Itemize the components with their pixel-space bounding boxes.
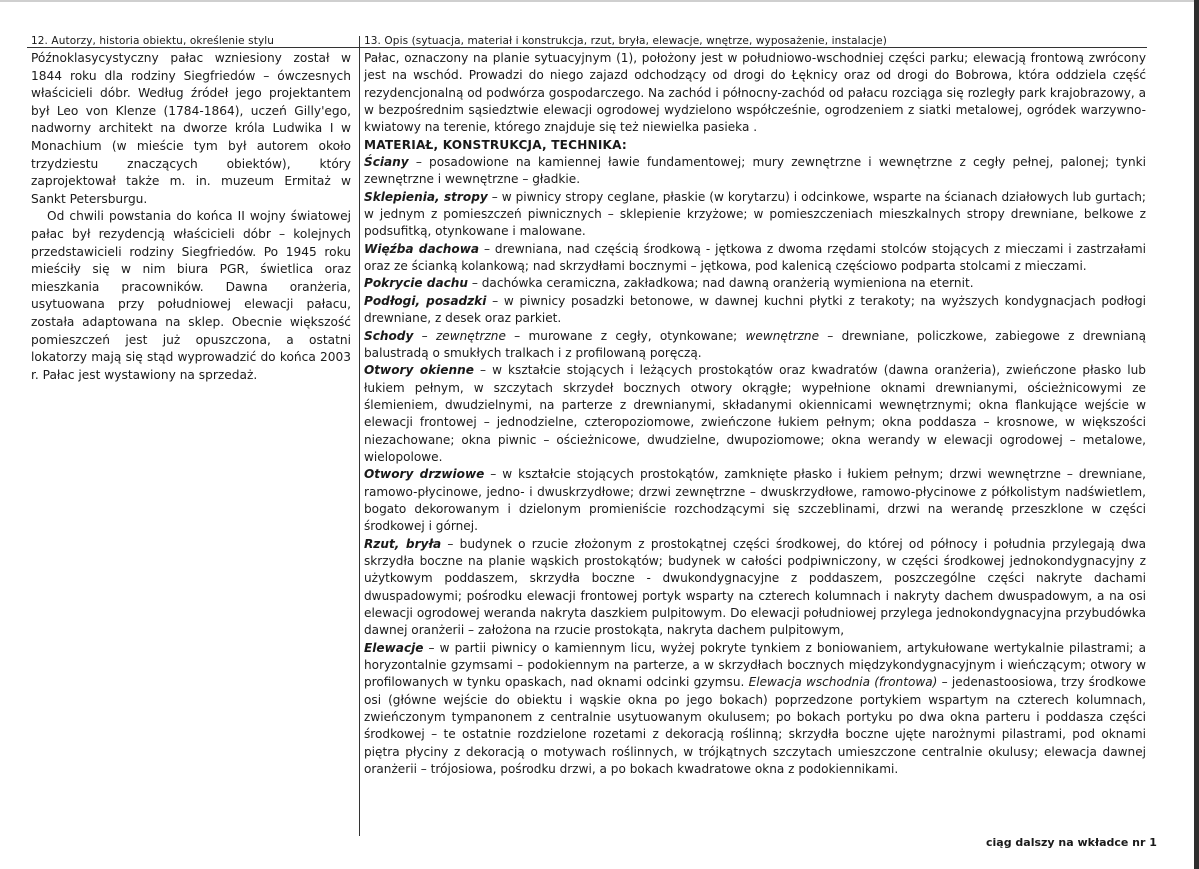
item-walls xyxy=(364,154,1146,189)
text-windows: – w kształcie stojących i leżących prostokątów oraz kwadratów (dawna oranżeria), zwieńczone płasko lub łukiem pełnym, w szczytach skrzydeł bocznych otwory okrągłe; wypełnione oknami drewnianymi, ościeżnicowymi ze ślemieniem, dwudzielnymi, na parterze z drewnianymi, składanymi okiennicami wewnętrznymi; okna flankujące wejście w elewacji frontowej – jednodzielne, czteropoziomowe, zwieńczone łukiem pełnym; okna poddasza – krosnowe, w większości niezachowane; okna piwnic – ościeżnicowe, dwudzielne, dwupoziomowe; okna werandy w elewacji ogrodowej – metalowe, wielopolowe. xyxy=(364,363,1146,464)
header-rule xyxy=(27,47,1147,48)
term-facades: Elewacje xyxy=(364,640,424,655)
description-column xyxy=(364,50,1146,778)
term-floors: Podłogi, posadzki xyxy=(364,293,487,308)
item-windows xyxy=(364,362,1146,466)
history-column xyxy=(31,50,351,384)
text-stairs-a: – xyxy=(413,328,436,343)
text-stairs-c: – drewniane, policzkowe, zabiegowe z drewnianą balustradą o smukłych tralkach i z profilowaną poręczą. xyxy=(364,328,1146,360)
stairs-interior: wewnętrzne xyxy=(745,328,820,343)
item-stairs xyxy=(364,328,1146,363)
item-vaults xyxy=(364,189,1146,241)
text-roofing: – dachówka ceramiczna, zakładkowa; nad dawną oranżerią wymieniona na eternit. xyxy=(468,276,974,291)
term-roofing: Pokrycie dachu xyxy=(364,276,468,291)
continuation-note: ciąg dalszy na wkładce nr 1 xyxy=(986,836,1157,849)
item-roof-truss xyxy=(364,241,1146,276)
history-paragraph-2: Od chwili powstania do końca II wojny światowej pałac był rezydencją właścicieli dóbr – kolejnych przedstawicieli rodziny Siegfriedów. Po 1945 roku mieściły się w nim biura PGR, świetlica oraz mieszkania pracowników. Dawna oranżeria, usytuowana przy południowej elewacji pałacu, została adaptowana na sklep. Obecnie większość pomieszczeń jest już opuszczona, a ostatni lokatorzy mają się stąd wyprowadzić do końca 2003 r. Pałac jest wystawiony na sprzedaż. xyxy=(31,209,351,382)
text-roof-truss: – drewniana, nad częścią środkową - jętkowa z dwoma rzędami stolców stojących z mieczami i zastrzałami oraz ze ścianką kolankową; nad skrzydłami bocznymi – jętkowa, pod kalenicą częściowo podparta stolcami z mieczami. xyxy=(364,241,1146,274)
text-floors: – w piwnicy posadzki betonowe, w dawnej kuchni płytki z terakoty; na wyższych kondygnacjach podłogi drewniane, z desek oraz parkiet. xyxy=(364,293,1146,326)
east-facade-label: Elewacja wschodnia (frontowa) xyxy=(748,675,938,690)
scan-edge-right xyxy=(1194,0,1199,869)
term-windows: Otwory okienne xyxy=(364,363,474,378)
term-doors: Otwory drzwiowe xyxy=(364,467,485,482)
item-plan xyxy=(364,536,1146,640)
text-plan: – budynek o rzucie złożonym z prostokątnej części środkowej, do której od północy i południa przylegają dwa skrzydła boczne na planie wąskich prostokątów; budynek w całości podpiwniczony, w części środkowej jednokondygnacyjny z użytkowym poddaszem, skrzydła boczne - dwukondygnacyjne z poddaszem, poszczególne części nakryte dachami dwuspadowymi; pośrodku elewacji frontowej portyk wsparty na czterech kolumnach i nakryty dachem dwuspadowym, a na osi elewacji ogrodowej weranda nakryta daszkiem pulpitowym. Do elewacji południowej przylega jednokondygnacyjna przybudówka dawnej oranżerii – założona na rzucie prostokąta, nakryta dachem pulpitowym, xyxy=(364,536,1146,638)
term-walls: Ściany xyxy=(364,155,409,170)
stairs-exterior: zewnętrzne xyxy=(435,328,506,343)
section-header-13: 13. Opis (sytuacja, materiał i konstrukcja, rzut, bryła, elewacje, wnętrze, wyposażenie, instalacje) xyxy=(364,35,887,47)
material-section-title: MATERIAŁ, KONSTRUKCJA, TECHNIKA: xyxy=(364,137,627,152)
term-plan: Rzut, bryła xyxy=(364,536,442,551)
item-facades xyxy=(364,640,1146,779)
item-floors xyxy=(364,293,1146,328)
term-roof-truss: Więźba dachowa xyxy=(364,241,480,256)
site-description: Pałac, oznaczony na planie sytuacyjnym (1), położony jest w południowo-wschodniej części parku; elewacją frontową zwrócony jest na wschód. Prowadzi do niego zajazd odchodzący od drogi do Łęknicy oraz od drogi do Bobrowa, która oddziela część rezydencjonalną od podwórza gospodarczego. Na zachód i północny-zachód od pałacu rozciąga się rozległy park krajobrazowy, a w bezpośrednim sąsiedztwie elewacji ogrodowej wydzielono współcześnie, ogrodzeniem z siatki metalowej, ogródek warzywno-kwiatowy na terenie, którego znajduje się też niewielka pasieka . xyxy=(364,51,1146,135)
text-facades: – w partii piwnicy o kamiennym licu, wyżej pokryte tynkiem z boniowaniem, artykułowane wertykalnie pilastrami; a horyzontalnie gzymsami – podokiennym na parterze, a w skrzydłach bocznych międzykondygnacyjnym i wieńczącym; otwory w profilowanych w tynku opaskach, nad oknami odcinki gzymsu. xyxy=(364,640,1146,690)
item-roofing xyxy=(364,275,1146,292)
text-east-facade: – jedenastoosiowa, trzy środkowe osi (główne wejście do obiektu i wąskie okna po jego bokach) poprzedzone portykiem wspartym na czterech kolumnach, zwieńczonym tympanonem z centralnie usytuowanym okulusem; po bokach portyku po dwa okna parteru i poddasza części środkowej – te ostatnie rozdzielone rozetami z dekoracją roślinną; skrzydła boczne ujęte narożnymi pilastrami, pod oknami piętra płyciny z dekoracją o motywach roślinnych, w trójkątnych szczytach umieszczone centralnie okulusy; elewacja dawnej oranżerii – trójosiowa, pośrodku drzwi, a po bokach kwadratowe okna z podokiennikami. xyxy=(364,675,1146,777)
column-divider xyxy=(359,36,360,836)
history-paragraph-1: Późnoklasycystyczny pałac wzniesiony został w 1844 roku dla rodziny Siegfriedów – ówczesnych właścicieli dóbr. Według źródeł jego projektantem był Leo von Klenze (1784-1864), uczeń Gilly'ego, nadworny architekt na dworze króla Ludwika I w Monachium (w mieście tym był autorem około trzydziestu znaczących obiektów), który zaprojektował także m. in. muzeum Ermitaż w Sankt Petersburgu. xyxy=(31,51,351,206)
term-vaults: Sklepienia, stropy xyxy=(364,189,488,204)
term-stairs: Schody xyxy=(364,328,414,343)
section-header-12: 12. Autorzy, historia obiektu, określenie stylu xyxy=(31,35,275,47)
text-walls: – posadowione na kamiennej ławie fundamentowej; mury zewnętrzne i wewnętrzne z cegły pełnej, palonej; tynki zewnętrzne i wewnętrzne – gładkie. xyxy=(364,155,1146,187)
text-vaults: – w piwnicy stropy ceglane, płaskie (w korytarzu) i odcinkowe, wsparte na ścianach działowych lub gurtach; w jednym z pomieszczeń piwnicznych – sklepienie krzyżowe; w pomieszczeniach mieszkalnych stropy drewniane, belkowe z podsufitką, otynkowane i malowane. xyxy=(364,189,1146,239)
scan-edge-top xyxy=(0,0,1199,2)
text-stairs-b: – murowane z cegły, otynkowane; xyxy=(505,328,746,343)
item-doors xyxy=(364,466,1146,535)
text-doors: – w kształcie stojących prostokątów, zamknięte płasko i łukiem pełnym; drzwi wewnętrzne – drewniane, ramowo-płycinowe, jedno- i dwuskrzydłowe; drzwi zewnętrzne – dwuskrzydłowe, ramowo-płycinowe z półkolistym nadświetlem, bogato dekorowanym i dzielonym promieniście rozchodzącymi się szczeblinami, drzwi na werandę przeszklone w części środkowej i górnej. xyxy=(364,467,1147,534)
